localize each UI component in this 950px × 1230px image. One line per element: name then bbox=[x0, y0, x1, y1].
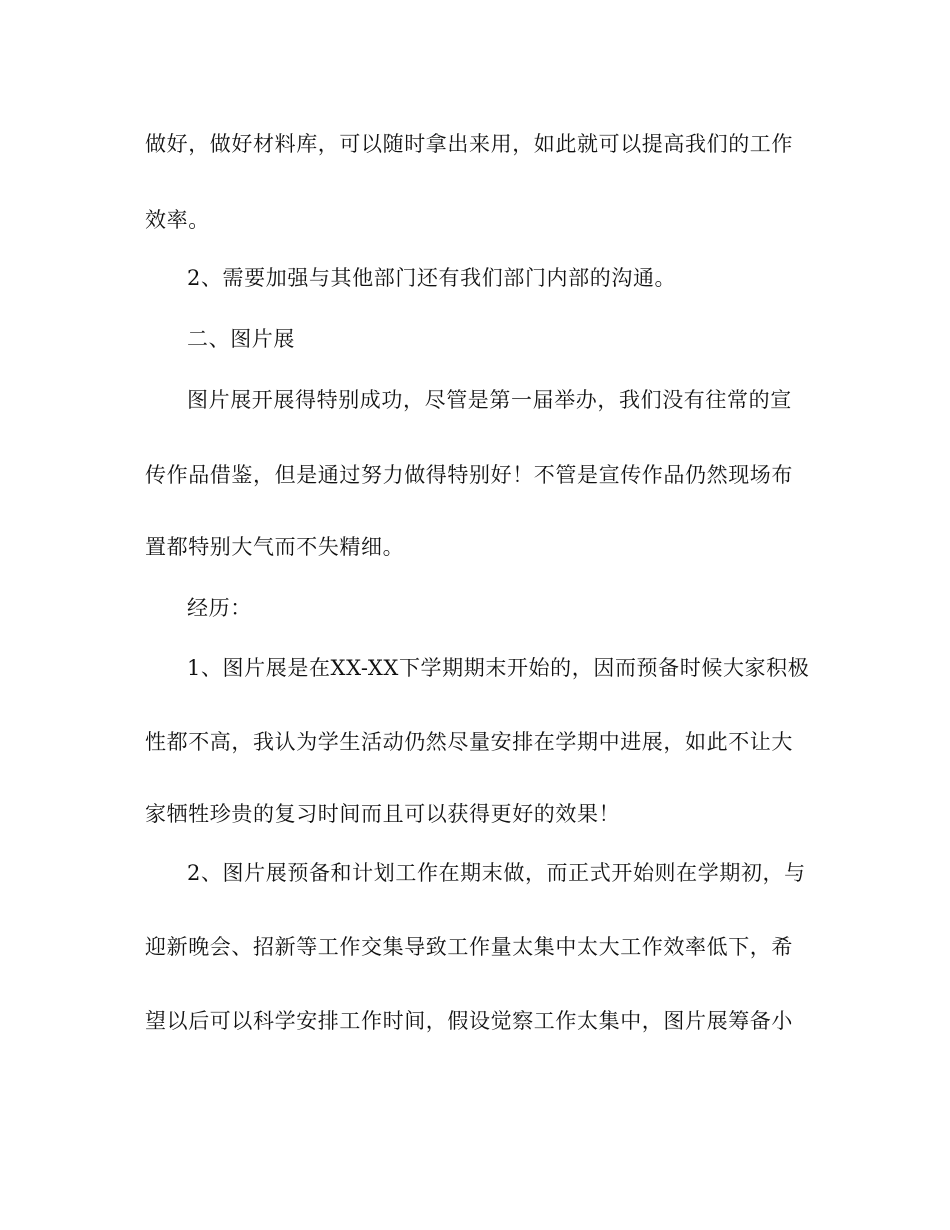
paragraph-line: 家牺牲珍贵的复习时间而且可以获得更好的效果！ bbox=[145, 802, 621, 826]
paragraph-line: 性都不高，我认为学生活动仍然尽量安排在学期中进展，如此不让大 bbox=[145, 730, 793, 754]
list-item-line: 2、需要加强与其他部门还有我们部门内部的沟通。 bbox=[187, 266, 677, 290]
paragraph-line: 望以后可以科学安排工作时间，假设觉察工作太集中，图片展筹备小 bbox=[145, 1009, 793, 1033]
section-heading: 二、图片展 bbox=[187, 327, 295, 351]
list-item-line: 2、图片展预备和计划工作在期末做，而正式开始则在学期初，与 bbox=[187, 861, 806, 885]
paragraph-line: 迎新晚会、招新等工作交集导致工作量太集中太大工作效率低下，希 bbox=[145, 935, 793, 959]
paragraph-line: 传作品借鉴，但是通过努力做得特别好！不管是宣传作品仍然现场布 bbox=[145, 463, 793, 487]
subheading-line: 经历： bbox=[187, 596, 252, 620]
paragraph-line: 图片展开展得特别成功，尽管是第一届举办，我们没有往常的宣 bbox=[187, 388, 792, 412]
list-item-line: 1、图片展是在XX-XX下学期期末开始的，因而预备时候大家积极 bbox=[187, 656, 810, 680]
paragraph-line: 置都特别大气而不失精细。 bbox=[145, 535, 405, 559]
paragraph-line: 做好，做好材料库，可以随时拿出来用，如此就可以提高我们的工作 bbox=[145, 132, 793, 156]
paragraph-line: 效率。 bbox=[145, 208, 210, 232]
